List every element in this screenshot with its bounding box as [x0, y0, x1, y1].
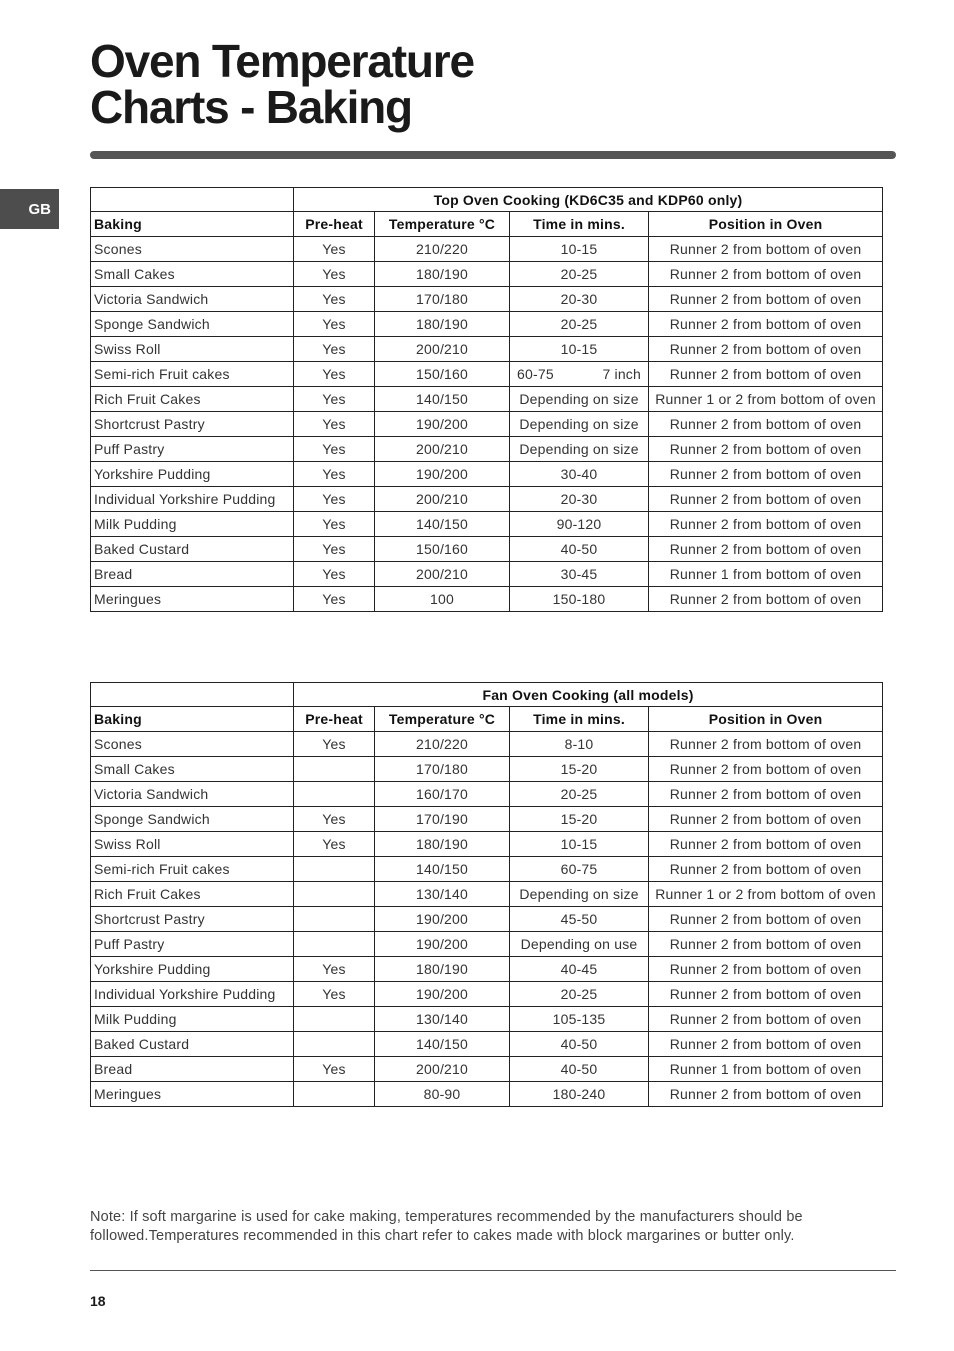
table-row: [91, 312, 883, 337]
cell-baking: Small Cakes: [91, 262, 294, 287]
cell-time: 180-240: [510, 1082, 649, 1107]
cell-position: Runner 2 from bottom of oven: [649, 462, 883, 487]
cell-preheat: Yes: [294, 387, 375, 412]
cell-position: Runner 2 from bottom of oven: [649, 982, 883, 1007]
cell-time: 40-45: [510, 957, 649, 982]
cell-time: 20-30: [510, 287, 649, 312]
fan-oven-caption-spacer: [91, 683, 294, 707]
cell-position: Runner 2 from bottom of oven: [649, 782, 883, 807]
cell-preheat: Yes: [294, 462, 375, 487]
cell-baking: Milk Pudding: [91, 512, 294, 537]
cell-time: 20-25: [510, 782, 649, 807]
table-row: [91, 462, 883, 487]
cell-position: Runner 2 from bottom of oven: [649, 1082, 883, 1107]
column-header-preheat: Pre-heat: [294, 212, 375, 237]
cell-position: Runner 2 from bottom of oven: [649, 957, 883, 982]
table-row: [91, 387, 883, 412]
cell-baking: Individual Yorkshire Pudding: [91, 487, 294, 512]
cell-preheat: Yes: [294, 437, 375, 462]
cell-baking: Sponge Sandwich: [91, 807, 294, 832]
cell-time: 15-20: [510, 757, 649, 782]
cell-preheat: Yes: [294, 287, 375, 312]
table-row: [91, 512, 883, 537]
table-row: [91, 832, 883, 857]
table-row: [91, 437, 883, 462]
cell-temperature: 150/160: [375, 537, 510, 562]
footer-divider: [90, 1270, 896, 1271]
cell-preheat: [294, 1032, 375, 1057]
column-header-time: Time in mins.: [510, 707, 649, 732]
top-oven-header-row: [91, 212, 883, 237]
table-row: [91, 907, 883, 932]
cell-time: Depending on size: [510, 437, 649, 462]
cell-temperature: 140/150: [375, 857, 510, 882]
cell-baking: Bread: [91, 562, 294, 587]
table-row: [91, 412, 883, 437]
cell-position: Runner 2 from bottom of oven: [649, 262, 883, 287]
table-row: [91, 1007, 883, 1032]
cell-temperature: 210/220: [375, 237, 510, 262]
cell-time: 40-50: [510, 537, 649, 562]
cell-time: 10-15: [510, 337, 649, 362]
cell-preheat: Yes: [294, 337, 375, 362]
cell-position: Runner 2 from bottom of oven: [649, 412, 883, 437]
table-row: [91, 337, 883, 362]
cell-position: Runner 2 from bottom of oven: [649, 362, 883, 387]
cell-temperature: 140/150: [375, 387, 510, 412]
cell-baking: Scones: [91, 237, 294, 262]
cell-temperature: 160/170: [375, 782, 510, 807]
cell-preheat: Yes: [294, 1057, 375, 1082]
cell-baking: Swiss Roll: [91, 337, 294, 362]
cell-time: 60-75: [510, 857, 649, 882]
cell-preheat: [294, 882, 375, 907]
cell-temperature: 130/140: [375, 1007, 510, 1032]
table-row: [91, 807, 883, 832]
cell-time: Depending on size: [510, 412, 649, 437]
cell-preheat: [294, 857, 375, 882]
table-row: [91, 1032, 883, 1057]
cell-position: Runner 2 from bottom of oven: [649, 907, 883, 932]
cell-position: Runner 1 or 2 from bottom of oven: [649, 882, 883, 907]
page-number: 18: [90, 1293, 106, 1309]
cell-position: Runner 2 from bottom of oven: [649, 487, 883, 512]
cell-preheat: [294, 1082, 375, 1107]
column-header-baking: Baking: [91, 212, 294, 237]
cell-time: Depending on size: [510, 882, 649, 907]
cell-baking: Semi-rich Fruit cakes: [91, 857, 294, 882]
cell-baking: Milk Pudding: [91, 1007, 294, 1032]
table-row: [91, 487, 883, 512]
fan-oven-caption-row: [91, 683, 883, 707]
cell-time: 20-25: [510, 982, 649, 1007]
cell-temperature: 210/220: [375, 732, 510, 757]
cell-time: 40-50: [510, 1057, 649, 1082]
cell-temperature: 170/190: [375, 807, 510, 832]
fan-oven-header-row: [91, 707, 883, 732]
cell-position: Runner 2 from bottom of oven: [649, 537, 883, 562]
cell-time: 30-45: [510, 562, 649, 587]
page-title-line-2: Charts - Baking: [90, 81, 412, 133]
table-row: [91, 537, 883, 562]
cell-preheat: [294, 932, 375, 957]
table-row: [91, 957, 883, 982]
cell-temperature: 130/140: [375, 882, 510, 907]
cell-time: 30-40: [510, 462, 649, 487]
cell-baking: Individual Yorkshire Pudding: [91, 982, 294, 1007]
cell-time: 150-180: [510, 587, 649, 612]
cell-baking: Yorkshire Pudding: [91, 462, 294, 487]
cell-time: 105-135: [510, 1007, 649, 1032]
cell-baking: Small Cakes: [91, 757, 294, 782]
cell-preheat: Yes: [294, 537, 375, 562]
cell-baking: Sponge Sandwich: [91, 312, 294, 337]
cell-preheat: Yes: [294, 832, 375, 857]
cell-baking: Victoria Sandwich: [91, 287, 294, 312]
cell-temperature: 190/200: [375, 907, 510, 932]
cell-temperature: 180/190: [375, 262, 510, 287]
cell-position: Runner 2 from bottom of oven: [649, 757, 883, 782]
table-row: [91, 882, 883, 907]
table-row: [91, 562, 883, 587]
cell-temperature: 140/150: [375, 1032, 510, 1057]
table-row: [91, 362, 883, 387]
cell-time: 20-30: [510, 487, 649, 512]
cell-preheat: Yes: [294, 587, 375, 612]
cell-position: Runner 2 from bottom of oven: [649, 512, 883, 537]
cell-baking: Swiss Roll: [91, 832, 294, 857]
table-row: [91, 982, 883, 1007]
cell-baking: Meringues: [91, 587, 294, 612]
cell-preheat: [294, 782, 375, 807]
cell-temperature: 140/150: [375, 512, 510, 537]
column-header-time: Time in mins.: [510, 212, 649, 237]
cell-preheat: Yes: [294, 262, 375, 287]
cell-preheat: Yes: [294, 237, 375, 262]
cell-temperature: 190/200: [375, 462, 510, 487]
table-row: [91, 237, 883, 262]
cell-time: 20-25: [510, 262, 649, 287]
cell-temperature: 200/210: [375, 1057, 510, 1082]
cell-baking: Baked Custard: [91, 537, 294, 562]
cell-preheat: [294, 757, 375, 782]
table-row: [91, 1082, 883, 1107]
cell-baking: Yorkshire Pudding: [91, 957, 294, 982]
cell-time-note: 7 inch: [602, 366, 641, 382]
cell-temperature: 200/210: [375, 487, 510, 512]
cell-position: Runner 2 from bottom of oven: [649, 857, 883, 882]
cell-preheat: Yes: [294, 562, 375, 587]
cell-preheat: Yes: [294, 512, 375, 537]
top-oven-caption-row: [91, 188, 883, 212]
top-oven-caption: Top Oven Cooking (KD6C35 and KDP60 only): [294, 188, 883, 212]
table-row: [91, 932, 883, 957]
cell-time: [510, 362, 649, 387]
cell-preheat: Yes: [294, 957, 375, 982]
cell-preheat: Yes: [294, 312, 375, 337]
column-header-temperature: Temperature °C: [375, 707, 510, 732]
cell-position: Runner 2 from bottom of oven: [649, 437, 883, 462]
cell-time: 15-20: [510, 807, 649, 832]
cell-temperature: 150/160: [375, 362, 510, 387]
cell-preheat: Yes: [294, 732, 375, 757]
top-oven-table: [90, 187, 883, 612]
cell-baking: Scones: [91, 732, 294, 757]
table-row: [91, 857, 883, 882]
column-header-baking: Baking: [91, 707, 294, 732]
page-title: [90, 35, 474, 133]
cell-baking: Shortcrust Pastry: [91, 907, 294, 932]
language-tab: GB: [0, 189, 59, 229]
cell-position: Runner 2 from bottom of oven: [649, 287, 883, 312]
cell-position: Runner 1 from bottom of oven: [649, 562, 883, 587]
fan-oven-table: [90, 682, 883, 1107]
table-row: [91, 287, 883, 312]
page-title-line-1: Oven Temperature: [90, 35, 474, 87]
cell-temperature: 190/200: [375, 982, 510, 1007]
cell-baking: Shortcrust Pastry: [91, 412, 294, 437]
cell-time: 8-10: [510, 732, 649, 757]
title-divider: [90, 151, 896, 159]
cell-position: Runner 2 from bottom of oven: [649, 732, 883, 757]
cell-position: Runner 1 or 2 from bottom of oven: [649, 387, 883, 412]
cell-time: 90-120: [510, 512, 649, 537]
cell-time-value: 60-75: [517, 366, 554, 382]
column-header-position: Position in Oven: [649, 212, 883, 237]
cell-temperature: 180/190: [375, 312, 510, 337]
cell-baking: Semi-rich Fruit cakes: [91, 362, 294, 387]
cell-time: 20-25: [510, 312, 649, 337]
cell-baking: Baked Custard: [91, 1032, 294, 1057]
margarine-note: Note: If soft margarine is used for cake making, temperatures recommended by the manufacturers should be followed.Temperatures recommended in this chart refer to cakes made with block margarines or butter only.: [90, 1209, 803, 1244]
cell-baking: Victoria Sandwich: [91, 782, 294, 807]
cell-position: Runner 2 from bottom of oven: [649, 312, 883, 337]
cell-time: 45-50: [510, 907, 649, 932]
cell-time: 40-50: [510, 1032, 649, 1057]
cell-temperature: 200/210: [375, 562, 510, 587]
cell-baking: Puff Pastry: [91, 437, 294, 462]
cell-position: Runner 2 from bottom of oven: [649, 807, 883, 832]
cell-baking: Meringues: [91, 1082, 294, 1107]
cell-time: 10-15: [510, 832, 649, 857]
cell-baking: Rich Fruit Cakes: [91, 882, 294, 907]
cell-temperature: 80-90: [375, 1082, 510, 1107]
cell-baking: Bread: [91, 1057, 294, 1082]
column-header-temperature: Temperature °C: [375, 212, 510, 237]
cell-temperature: 180/190: [375, 832, 510, 857]
table-row: [91, 262, 883, 287]
cell-baking: Rich Fruit Cakes: [91, 387, 294, 412]
cell-preheat: Yes: [294, 412, 375, 437]
cell-preheat: Yes: [294, 362, 375, 387]
table-row: [91, 587, 883, 612]
table-row: [91, 782, 883, 807]
cell-temperature: 190/200: [375, 412, 510, 437]
cell-position: Runner 2 from bottom of oven: [649, 237, 883, 262]
cell-temperature: 170/180: [375, 757, 510, 782]
cell-time: Depending on size: [510, 387, 649, 412]
cell-temperature: 180/190: [375, 957, 510, 982]
cell-position: Runner 2 from bottom of oven: [649, 587, 883, 612]
cell-temperature: 170/180: [375, 287, 510, 312]
cell-temperature: 190/200: [375, 932, 510, 957]
cell-temperature: 100: [375, 587, 510, 612]
cell-temperature: 200/210: [375, 337, 510, 362]
table-row: [91, 1057, 883, 1082]
column-header-position: Position in Oven: [649, 707, 883, 732]
cell-time: 10-15: [510, 237, 649, 262]
cell-temperature: 200/210: [375, 437, 510, 462]
cell-position: Runner 2 from bottom of oven: [649, 1007, 883, 1032]
cell-preheat: [294, 907, 375, 932]
cell-preheat: Yes: [294, 982, 375, 1007]
cell-preheat: [294, 1007, 375, 1032]
fan-oven-caption: Fan Oven Cooking (all models): [294, 683, 883, 707]
cell-preheat: Yes: [294, 807, 375, 832]
cell-position: Runner 2 from bottom of oven: [649, 832, 883, 857]
cell-position: Runner 1 from bottom of oven: [649, 1057, 883, 1082]
cell-position: Runner 2 from bottom of oven: [649, 337, 883, 362]
column-header-preheat: Pre-heat: [294, 707, 375, 732]
cell-position: Runner 2 from bottom of oven: [649, 1032, 883, 1057]
table-row: [91, 757, 883, 782]
cell-time: Depending on use: [510, 932, 649, 957]
table-row: [91, 732, 883, 757]
cell-preheat: Yes: [294, 487, 375, 512]
cell-baking: Puff Pastry: [91, 932, 294, 957]
top-oven-caption-spacer: [91, 188, 294, 212]
cell-position: Runner 2 from bottom of oven: [649, 932, 883, 957]
